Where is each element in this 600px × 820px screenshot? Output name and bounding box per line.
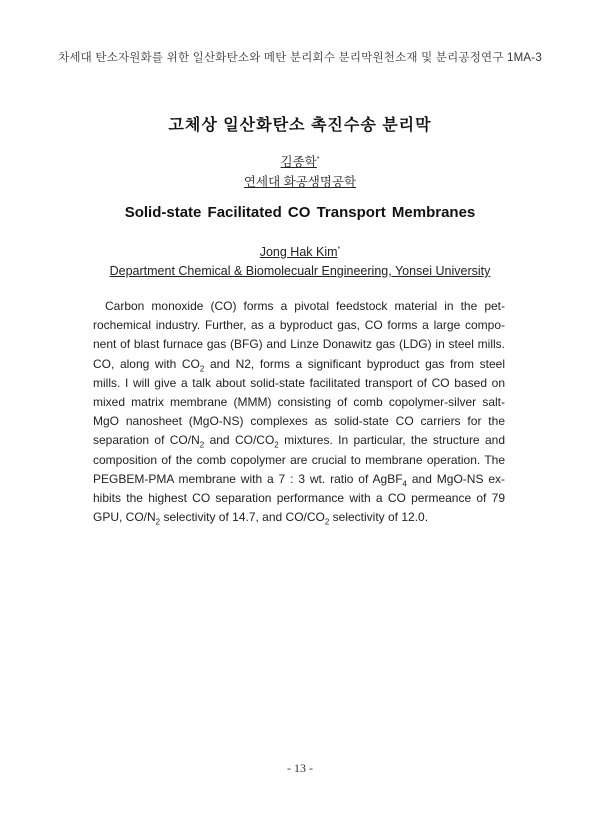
running-header: 차세대 탄소자원화를 위한 일산화탄소와 메탄 분리회수 분리막원천소재 및 분리공정연구 1MA-3 <box>58 52 542 64</box>
subscript-2: 2 <box>199 364 205 373</box>
abstract-paragraph <box>93 297 505 527</box>
corresponding-author-mark-en: * <box>337 245 341 253</box>
subscript-2: 2 <box>155 517 161 527</box>
english-author-line <box>0 245 600 259</box>
korean-author-name: 김종학 <box>280 155 317 169</box>
abstract-text-1: Carbon monoxide (CO) forms a pivotal feedstock material in the pet-rochemical industry. Further, as a byproduct gas, CO forms a large compo-nent of blast furnace gas (BFG) and Linze Donawitz gas (LDG) in steel mills. CO, along with CO <box>93 299 505 371</box>
subscript-4: 4 <box>402 479 407 489</box>
english-title: Solid-state Facilitated CO Transport Membranes <box>124 204 476 221</box>
english-affiliation-text: Department Chemical & Biomolecualr Engineering, Yonsei University <box>109 264 491 278</box>
abstract-text-7: selectivity of 12.0. <box>329 510 429 525</box>
subscript-2: 2 <box>324 517 330 527</box>
korean-author-line <box>0 152 600 170</box>
abstract-text-3: and CO/CO <box>204 433 275 448</box>
subscript-2: 2 <box>199 440 205 450</box>
korean-title: 고체상 일산화탄소 촉진수송 분리막 <box>168 117 432 134</box>
abstract <box>93 297 505 527</box>
korean-affiliation <box>0 172 600 190</box>
abstract-text-4: mixtures. In particular, the structure and composition of the comb copolymer are crucial to membrane operation. The PEGBEM-PMA membrane with a 7 : 3 wt. ratio of AgBF <box>93 433 505 486</box>
abstract-text-6: selectivity of 14.7, and CO/CO <box>160 510 325 525</box>
abstract-text-5: and MgO-NS ex-hibits the highest CO separation performance with a CO permeance of 79 GPU, CO/N <box>93 471 505 525</box>
subscript-2: 2 <box>274 440 279 450</box>
english-affiliation <box>0 264 600 278</box>
korean-affiliation-text: 연세대 화공생명공학 <box>243 175 357 189</box>
page-number: - 13 - <box>287 761 313 775</box>
english-author-name: Jong Hak Kim <box>259 245 338 259</box>
abstract-text-2: and N2, forms a significant byproduct gas from steel mills. I will give a talk about solid-state facilitated transport of CO based on mixed matrix membrane (MMM) consisting of comb copolymer-silver salt-MgO nanosheet (MgO-NS) complexes as solid-state CO carriers for the separation of CO/N <box>93 356 505 448</box>
corresponding-author-mark: * <box>316 155 320 163</box>
